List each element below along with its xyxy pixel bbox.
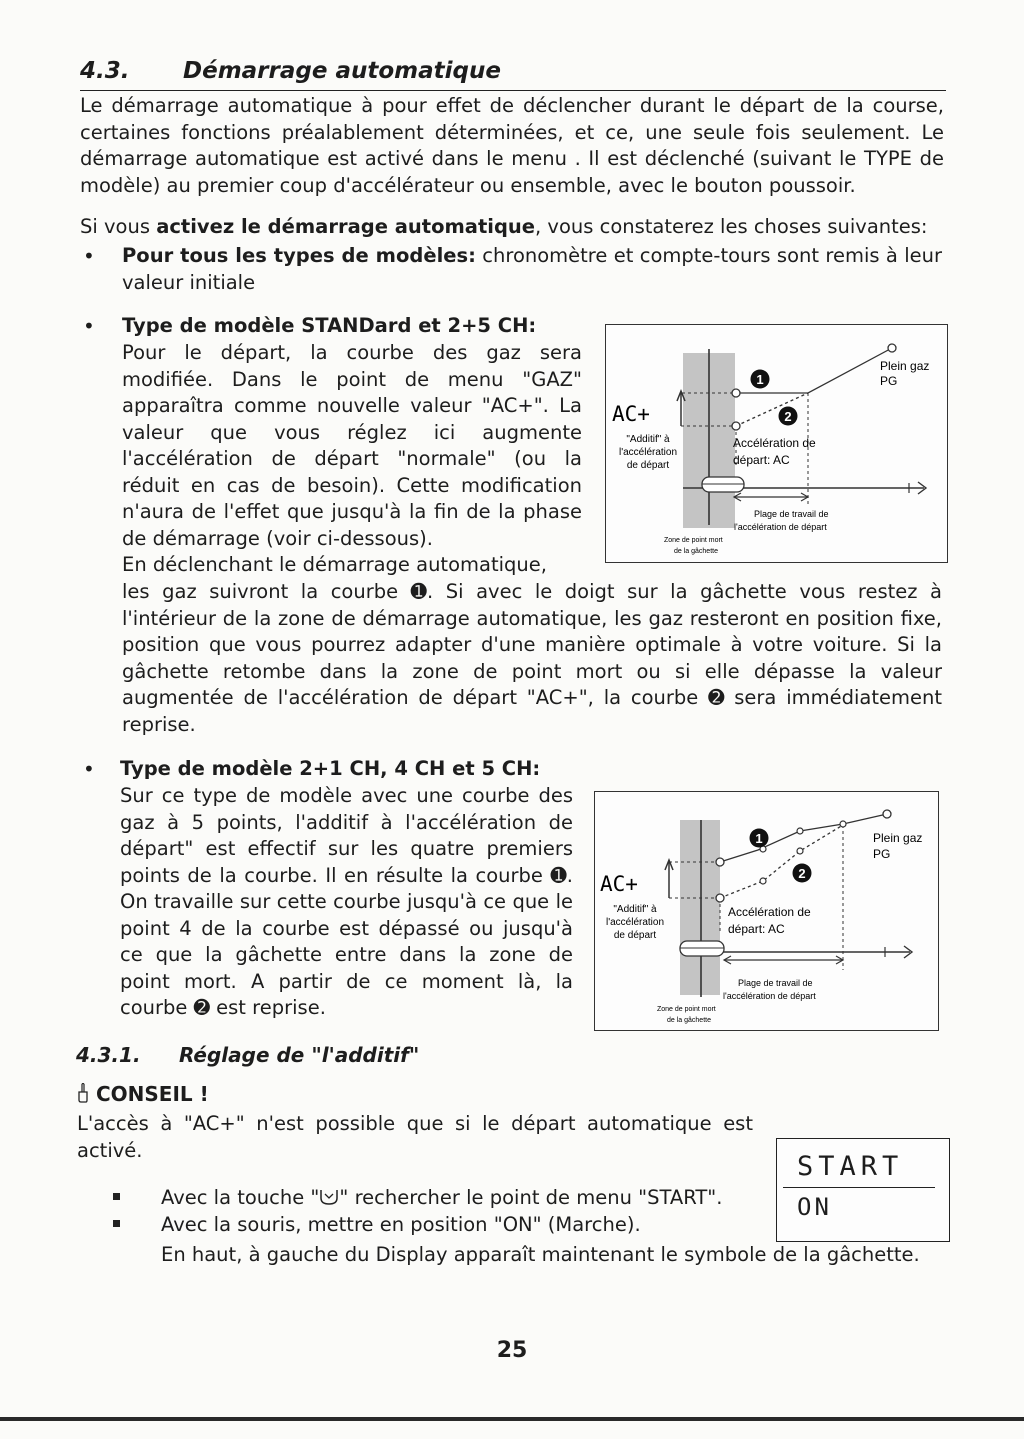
curve-2-number: 2 — [784, 409, 792, 424]
throttle-curve-diagram-2 — [594, 791, 939, 1031]
plein-gaz-label: Plein gaz — [880, 359, 930, 373]
pg-label: PG — [873, 847, 891, 861]
curve-2-number: 2 — [798, 866, 806, 881]
activate-sentence: Si vous activez le démarrage automatique, vous constaterez les choses suivantes: — [80, 215, 928, 238]
additif-label-line: l'accélération — [618, 447, 678, 458]
bullet-standard-heading: Type de modèle STANDard et 2+5 CH: — [122, 314, 537, 337]
additif-label-line: "Additif" à — [613, 904, 657, 915]
bullet-ch-heading: Type de modèle 2+1 CH, 4 CH et 5 CH: — [120, 757, 541, 780]
additif-label-line: de départ — [626, 460, 670, 471]
curve-point — [716, 858, 724, 866]
key-button-icon — [319, 1188, 339, 1206]
plage-label-line: Plage de travail de — [754, 509, 829, 519]
accel-label-line: Accélération de — [728, 905, 811, 919]
zone-label-line: de la gâchette — [667, 1017, 711, 1024]
lcd-divider — [783, 1187, 935, 1188]
page-number: 25 — [496, 1338, 528, 1363]
lcd-line-1: START — [797, 1151, 904, 1182]
curve-point — [888, 344, 896, 352]
subsection-title: Réglage de "l'additif" — [179, 1043, 420, 1067]
dead-zone-band — [680, 820, 720, 995]
accel-label-line: Accélération de — [733, 436, 816, 450]
plage-label-line: l'accélération de départ — [734, 522, 827, 532]
bullet-ch-text: Sur ce type de modèle avec une courbe des gaz à 5 points, l'additif à l'accélération de départ" est effectif sur les quatre premiers points de la courbe. Il en résulte la courbe ➊. On travaille sur cette courbe jusqu'à ce que le point 4 de la courbe est dépassé ou jusqu'à ce que la gâchette entre dans la zone de point mort. A partir de ce moment là, la courbe ➋ est reprise. — [120, 784, 573, 1019]
throttle-curve-diagram-1 — [605, 324, 948, 563]
curve-point — [797, 828, 803, 834]
tip-text: L'accès à "AC+" n'est possible que si le départ automatique est activé. — [77, 1112, 753, 1162]
additif-label-line: de départ — [613, 930, 657, 941]
hand-pointer-icon — [77, 1083, 89, 1103]
additif-label-line: l'accélération — [605, 917, 665, 928]
curve-point — [732, 422, 740, 430]
curve-point — [760, 878, 766, 884]
additif-label-line: "Additif" à — [626, 434, 670, 445]
lcd-display — [776, 1138, 950, 1242]
bottom-rule — [0, 1417, 1024, 1421]
curve-2-line — [736, 393, 808, 426]
plein-gaz-label: Plein gaz — [873, 831, 923, 845]
plage-label-line: Plage de travail de — [738, 978, 813, 988]
zone-label-line: de la gâchette — [674, 548, 718, 555]
zone-label-line: Zone de point mort — [664, 537, 723, 544]
lcd-acplus-label: AC+ — [612, 402, 650, 426]
curve-point — [732, 389, 740, 397]
curve-point — [716, 894, 724, 902]
section-number: 4.3. — [80, 58, 130, 84]
curve-point — [883, 810, 891, 818]
bullet-dot: • — [83, 757, 95, 781]
intro-paragraph: Le démarrage automatique à pour effet de déclencher durant le départ de la course, certaines fonctions préalablement déterminées, et ce, une seule fois seulement. Le démarrage automatique est activé dans le menu . Il est déclenché (suivant le TYPE de modèle) au premier coup d'accélérateur ou ensemble, avec le bouton poussoir. — [80, 94, 944, 197]
bullet-standard-text: Pour le départ, la courbe des gaz sera modifiée. Dans le point de menu "GAZ" apparaîtra comme nouvelle valeur "AC+". La valeur que vous réglez ici augmente l'accélération de départ "normale" (ou la réduit en cas de besoin). Cette modification n'aura de l'effet que jusqu'à la fin de la phase de démarrage (voir ci-dessous). — [122, 341, 582, 550]
curve-1-number: 1 — [755, 831, 763, 846]
curve-point — [797, 848, 803, 854]
bullet-all-models: Pour tous les types de modèles: chronomètre et compte-tours sont remis à leur valeur initiale — [122, 244, 943, 294]
bullet-dot: • — [83, 244, 95, 268]
curve-point — [840, 821, 846, 827]
curve-2-line — [720, 825, 843, 898]
bullet-square — [113, 1220, 120, 1227]
step-3: En haut, à gauche du Display apparaît maintenant le symbole de la gâchette. — [161, 1243, 920, 1266]
plage-label-line: l'accélération de départ — [723, 991, 816, 1001]
step-1: Avec la touche " " rechercher le point de menu "START". — [161, 1186, 723, 1209]
tip-heading — [77, 1082, 209, 1106]
section-title: Démarrage automatique — [183, 58, 501, 84]
accel-label-line: départ: AC — [728, 922, 785, 936]
diagram-svg — [606, 325, 947, 562]
step-2: Avec la souris, mettre en position "ON" (Marche). — [161, 1213, 641, 1236]
accel-label-line: départ: AC — [733, 453, 790, 467]
tip-label: CONSEIL ! — [95, 1082, 209, 1106]
section-heading — [80, 56, 946, 91]
lcd-acplus-label: AC+ — [600, 872, 638, 896]
subsection-number: 4.3.1. — [76, 1043, 141, 1067]
curve-1-line — [720, 814, 887, 862]
bullet-square — [113, 1193, 120, 1200]
zone-label-line: Zone de point mort — [657, 1006, 716, 1013]
bullet-standard-text3: les gaz suivront la courbe ➊. Si avec le doigt sur la gâchette vous restez à l'intérieur de la zone de démarrage automatique, les gaz resteront en position fixe, position que vous pourrez adapter d'une manière optimale à votre voiture. Si la gâchette retombe dans la zone de point mort ou si elle dépasse la valeur augmentée de l'accélération de départ "AC+", la courbe ➋ sera immédiatement reprise. — [122, 580, 942, 736]
pg-label: PG — [880, 374, 898, 388]
curve-1-number: 1 — [756, 372, 764, 387]
lcd-line-2: ON — [797, 1193, 832, 1221]
bullet-standard-text2: En déclenchant le démarrage automatique, — [122, 553, 547, 576]
diagram-svg — [595, 792, 938, 1030]
bullet-dot: • — [83, 314, 95, 338]
